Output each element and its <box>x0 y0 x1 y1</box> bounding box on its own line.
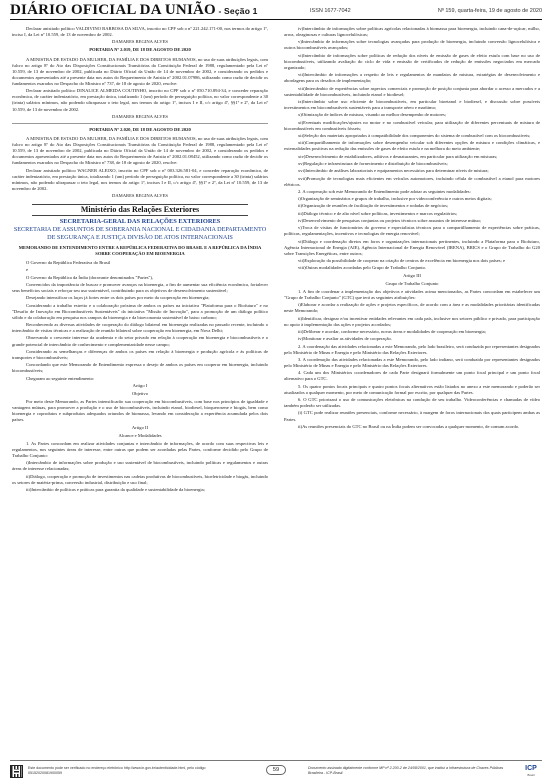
paragraph: 2. A coordenação das atividades relacionadas a este Memorando, pelo lado brasileiro, será conduzida por representantes designados pelo Ministério de Minas e Energia e pelo Ministério das Relações Exteriores. <box>284 343 540 355</box>
list-item: viii)Outras modalidades acordadas pelo Grupo de Trabalho Conjunto. <box>298 265 427 271</box>
list-item: vi)Intercâmbio de informações sobre políticas de redução dos níveis de emissão de gases de efeito estufa com base no uso de biocombustíveis, utilizando avaliação do ciclo de vida e emissão de certificados de redução de emissões negociados em mercado organizado; <box>284 52 540 70</box>
paragraph: A MINISTRA DE ESTADO DA MULHER, DA FAMÍLIA E DOS DIREITOS HUMANOS, no uso de suas atribuições legais, com fulcro no artigo 8º do Ato das Disposições Constitucionais Transitórias da Constituição Federal de 1988, regulamentado pela Lei nº 10.559, de 13 de novembro de 2002, publicada no Diário Oficial da União de 14 de novembro de 2002, e considerando os pedidos e documentos apresentados até a presente data nos autos do Requerimento de Anistia nº 2002.01.07986, utilizando como razão de decidir os fundamentos exarados no Despacho do Ministro nº 737, de 18 de agosto de 2020, resolve: <box>12 56 268 86</box>
list-item: i)Elaborar e acordar a realização de ações e projetos específicos, de acordo com a área e as modalidades prioritárias identificadas neste Memorando; <box>284 302 540 314</box>
paragraph: Declarar anistiado político VALDIVINO BARBOSA DA SILVA, inscrito no CPF sob o nº 221.242.171-00, nos termos do artigo 1º, inciso I, da Lei nº 10.559, de 13 de novembro de 2002. <box>12 26 268 38</box>
section-label: - Seção 1 <box>215 6 258 16</box>
ministry-heading <box>12 204 268 216</box>
icp-brasil-logo <box>520 764 542 778</box>
paragraph: Considerando a trabalho estreito e a colaboração próxima de ambos os países na iniciativa "Plataforma para o Biofuturo" e no "Desafio de Inovação em Biocombustíveis Sustentáveis" da iniciativa "Missão de Inovação", para a promoção de um diálogo político sólido e da colaboração em pesquisa nos campos da bioenergia e da bioeconomia sustentável de baixo carbono; <box>12 302 268 320</box>
paragraph: ii)As reuniões presenciais do GTC no Brasil ou na Índia podem ser convocadas a qualquer momento, de comum acordo. <box>298 423 520 429</box>
page-number: 59 <box>266 765 286 775</box>
list-item: iv)Intercâmbio de informações sobre políticas agrícolas relacionadas à biomassa para bioenergia, incluindo cana-de-açúcar, milho, arroz, oleaginosas e culturas lignocelulósicas; <box>284 26 540 38</box>
list-item: xi)Eventuais modificações/ajustes no motor e no combustível veicular, para utilização de diferentes percentuais de mistura de biocombustíveis em combustíveis fósseis; <box>284 119 540 131</box>
list-item: xiii)Compartilhamento de informações sobre desempenho veicular sob diferentes opções de mistura e condições climáticas, e externalidades positivas na redução das emissões de gases de efeito estufa e na melhora do meio ambiente; <box>284 140 540 152</box>
logo-text: ICP <box>525 765 537 772</box>
list-item: ii)Identificar, designar e/ou incentivar entidades relevantes em cada país, inclusive nos setores público e privado, para participação no apoio à implementação das ações e projetos acordados; <box>284 315 540 327</box>
portaria-title: PORTARIA Nº 2.019, DE 18 DE AGOSTO DE 2020 <box>89 47 191 53</box>
mou-title: MEMORANDO DE ENTENDIMENTO ENTRE A REPÚBLICA FEDERATIVA DO BRASIL E A REPÚBLICA DA ÍNDIA SOBRE COOPERAÇÃO EM BIOENERGIA <box>18 244 262 256</box>
left-column <box>12 26 268 494</box>
signature-notice: Documento assinado digitalmente conforme MP nº 2.200-2 de 24/08/2001, que institui a Infraestrutura de Chaves Públicas Brasileira - ICP-Brasil. <box>308 766 504 775</box>
list-item: i)Organização de seminários e grupos de trabalho, inclusive por videoconferência e outros meios digitais; <box>298 196 492 202</box>
ministry-name: Ministério das Relações Exteriores <box>80 205 200 215</box>
paragraph: 3. A coordenação das atividades relacionadas a este Memorando, pelo lado indiano, será conduzida por representantes designados pelo Ministério de Minas e Energia e pelo Ministério das Relações Exteriores. <box>284 356 540 369</box>
list-item: ii)Diálogo, cooperação e promoção de investimentos nas cadeias produtivas de biocombustíveis, bioeletricidade e biogás, incluindo os setores de matéria-prima, conversão industrial, distribuição e uso final; <box>12 473 268 485</box>
paragraph: Chegaram ao seguinte entendimento: <box>26 375 95 381</box>
list-item: v)Intercâmbio de informações sobre tecnologias avançadas para produção de bioenergia, incluindo conversão lignocelulósica e outros biocombustíveis avançados; <box>284 39 540 51</box>
paragraph: Observando o crescente interesse da academia e do setor privado em relação à cooperação em bioenergia e biocombustíveis e o grande potencial de intercâmbio de conhecimento e complementaridade nesse campo; <box>12 335 268 347</box>
signature: DAMARES REGINA ALVES <box>112 113 168 119</box>
list-item: vii)Intercâmbio de informações a respeito de leis e regulamentos de mandatos de mistura, estratégias de desenvolvimento e abordagens para os desafios de implementação; <box>284 72 540 84</box>
edition-label: Nº 159, quarta-feira, 19 de agosto de 2020 <box>437 8 542 14</box>
list-item: ix)Intercâmbio sobre uso eficiente de biocombustíveis, em particular bioetanol e biodiesel, e discussão sobre possíveis investimentos em biocombustíveis sustentáveis para a transporte aéreo e marítimo; <box>284 98 540 111</box>
newspaper-title: DIÁRIO OFICIAL DA UNIÃO - Seção 1 <box>10 2 258 18</box>
paragraph: e <box>26 267 29 273</box>
paragraph: 4. Cada um dos Ministérios coordenadores de cada Parte designará formalmente um ponto focal principal e um ponto focal alternativo para o GTC. <box>284 370 540 382</box>
signature: DAMARES REGINA ALVES <box>112 193 168 199</box>
paragraph: A MINISTRA DE ESTADO DA MULHER, DA FAMÍLIA E DOS DIREITOS HUMANOS, no uso de suas atribuições legais, com fulcro no artigo 8º do Ato das Disposições Constitucionais Transitórias da Constituição Federal de 1988, regulamentado pela Lei nº 10.559, de 13 de novembro de 2002, publicada no Diário Oficial da União de 14 de novembro de 2002, e considerando os pedidos e documentos apresentados até a presente data nos autos do Requerimento de Anistia nº 2002.01.08452, utilizando como razão de decidir os fundamentos exarados no Despacho do Ministro nº 738, de 18 de agosto de 2020, resolve: <box>12 135 268 166</box>
article-number: Artigo III <box>403 272 421 278</box>
masthead <box>0 0 552 22</box>
secretariat-department: SECRETARIA DE ASSUNTOS DE SOBERANIA NACIONAL E CIDADANIA DEPARTAMENTO DE SEGURANÇA E JUSTIÇA DIVISÃO DE ATOS INTERNACIONAIS <box>13 226 267 241</box>
page-footer <box>10 760 542 780</box>
list-item: x)Otimização de índices de mistura, visando ao melhor desempenho de motores; <box>298 112 447 118</box>
list-item: vi)Diálogo e coordenação diretos em foros e organizações internacionais pertinentes, incluindo a Plataforma para o Biofuturo, Agência Internacional de Energia (AIE), Agência Internacional de Energia Renovável (IRENA), BRICS e o Grupo de Trabalho do G20 sobre Transições Energéticas, entre outros; <box>284 238 540 256</box>
list-item: iv)Monitorar e avaliar as atividades de cooperação. <box>298 336 393 342</box>
paragraph: Desejando intensificar os laços já fortes entre os dois países por meio da cooperação em bioenergia; <box>26 295 210 301</box>
paragraph: O Governo da República da Índia (doravante denominados "Partes"), <box>26 274 154 280</box>
secretariat-heading <box>12 219 268 241</box>
list-item: iii)Intercâmbio de políticas e práticas para garantia da qualidade e sustentabilidade da bioenergia; <box>26 486 205 492</box>
paragraph: Declarar anistiado político DINALICE ALMEIDA COUTINHO, inscrito no CPF sob o nº 050.710.894-34, e conceder reparação econômica, de caráter indenizatório, em prestação única, totalizando 1 (um) período de perseguição política, no valor correspondente a 30 (trinta) salários mínimos, não podendo ultrapassar o teto legal, nos termos do artigo 1º, incisos I e II, c/c artigo 4º, §§1º e 2º, da Lei nº 10.559, de 13 de novembro de 2002. <box>12 88 268 112</box>
portaria-title: PORTARIA Nº 2.020, DE 18 DE AGOSTO DE 2020 <box>89 126 191 132</box>
paragraph: Concordando que este Memorando de Entendimento expressa o desejo de ambos os países em cooperar em bioenergia, incluindo biocombustíveis; <box>12 362 268 374</box>
issn-label: ISSN 1677-7042 <box>310 8 351 14</box>
list-item: xvi)Intercâmbio de análises laboratoriais e equipamentos necessários para determinar níveis de mistura; <box>298 168 489 174</box>
article-title: Objetivo <box>131 390 149 396</box>
paragraph: 6. O GTC priorizará o uso de comunicações eletrônicas na condução de seu trabalho. Videoconferências e chamadas de vídeo também poderão ser utilizadas. <box>284 397 540 409</box>
list-item: xii)Seleção dos materiais apropriados à compatibilidade dos componentes do sistema de combustível com os biocombustíveis; <box>298 133 531 138</box>
list-item: xiv)Desenvolvimento de estabilizadores, aditivos e desnaturantes, em particular para utilização em misturas; <box>298 153 498 159</box>
header-rule <box>10 19 542 20</box>
verification-text: Este documento pode ser verificado no endereço eletrônico http://www.in.gov.br/autenticidade.html, pelo código 05152020081900059 <box>28 766 206 775</box>
list-item: i)Intercâmbio de informações sobre produção e uso sustentável de biocombustíveis, incluindo políticas e regulamentos e outras áreas de interesse relacionadas; <box>12 460 268 472</box>
list-item: xvii)Promoção de tecnologias mais eficientes em veículos automotores, incluindo célula de combustível a etanol para motores elétricos. <box>284 175 540 187</box>
list-item: iv)Desenvolvimento de pesquisas conjuntas ou projetos técnicos sobre assuntos de interesse mútuo; <box>298 218 482 223</box>
paragraph: 1. As Partes concordam em realizar atividades conjuntas e intercâmbio de informações, de acordo com suas respectivas leis e regulamentos, nos seguintes áreas de interesse, entre outras que podem ser acordadas pelas Partes, conforme decidido pelo Grupo de Trabalho Conjunto: <box>12 440 268 458</box>
list-item: iii)Diálogo técnico e de alto nível sobre políticas, investimentos e marcos regulatórios; <box>298 210 458 216</box>
list-item: ii)Organização de reuniões de facilitação de investimentos e rodadas de negócios; <box>298 203 449 209</box>
paragraph: 2. A cooperação sob este Memorando de Entendimento pode adotar as seguintes modalidades: <box>298 188 471 194</box>
paragraph: O Governo da República Federativa do Brasil <box>26 260 111 266</box>
paragraph: Convencidos da importância de buscar e promover avanços na bioenergia, a fim de aumentar sua eficiência econômica, fortalecer seus benefícios sociais e reforçar seu uso sustentável, contribuindo para os objetivos de desenvolvimento sustentável; <box>12 281 268 293</box>
paragraph: 1. A fim de coordenar a implementação dos objetivos e atividades acima mencionados, as Partes concordam em estabelecer um "Grupo de Trabalho Conjunto" (GTC) que terá as seguintes atribuições: <box>284 288 540 300</box>
article-title: Grupo de Trabalho Conjunto <box>385 280 439 286</box>
paragraph: 5. Os quatro pontos focais principais e quatro pontos focais alternativos estão listados no anexo a este memorando e poderão ser atualizados a qualquer momento, por meio de comunicação formal por escrito, por qualquer das Partes. <box>284 383 540 395</box>
list-item: viii)Intercâmbio de experiências sobre aspectos comerciais e promoção de posição conjunta para abordar o acesso a mercados e a sustentabilidade de biocombustíveis, incluindo etanol e biodiesel; <box>284 85 540 97</box>
right-column <box>284 26 540 431</box>
divider <box>32 215 248 216</box>
list-item: vii)Exploração da possibilidade de cooperar na criação de centros de excelência em bioenergia nos dois países; e <box>298 258 506 264</box>
article-number: Artigo I <box>132 382 148 388</box>
paragraph: Considerando as semelhanças e diferenças de ambos os países em relação à bioenergia e produção agrícola e às políticas de transportes e biocombustíveis; <box>12 348 268 360</box>
list-item: iii)Deliberar e acordar, conforme necessário, novas áreas e modalidades de cooperação em bioenergia; <box>298 329 486 334</box>
list-item: xv)Regulação e infraestrutura de fornecimento e distribuição de biocombustíveis; <box>298 160 448 166</box>
article-number: Artigo II <box>131 424 149 430</box>
paragraph: Reconhecendo as diversas atividades de cooperação do diálogo bilateral em bioenergia realizadas no passado recente, incluindo o intercâmbio de visitas técnicas e a realização de reunião bilateral sobre cooperação em bioenergia, em Nova Delhi; <box>12 322 268 334</box>
signature: DAMARES REGINA ALVES <box>112 39 168 45</box>
list-item: v)Troca de visitas de funcionários do governo e especialistas técnicos para o compartilhamento de experiências sobre práticas, políticas, regulamentações, incentivos e tecnologias de energia renovável; <box>284 225 540 237</box>
qr-code-icon <box>10 765 23 778</box>
paragraph: Declarar anistiado político WAGNER ALEIXO, inscrito no CPF sob o nº 003.326.581-04, e conceder reparação econômica, de caráter indenizatório, em prestação única, totalizando 1 (um) período de perseguição política, no valor correspondente a 30 (trinta) salários mínimos, não podendo ultrapassar o teto legal, nos termos do artigo 1º, incisos I e II, c/c artigo 4º, §§1º e 2º, da Lei nº 10.559, de 13 de novembro de 2002. <box>12 167 268 191</box>
paragraph: (i) GTC pode realizar reuniões presenciais, conforme necessário, à margem de foros internacionais dos quais participem ambas as Partes. <box>284 410 540 422</box>
divider <box>12 123 268 124</box>
secretariat-general: SECRETARIA-GERAL DAS RELAÇÕES EXTERIORES <box>59 218 221 226</box>
logo-subtext: Brasil <box>527 773 535 777</box>
article-title: Alcance e Modalidades <box>118 432 162 438</box>
paragraph: Por meio deste Memorando, as Partes intensificarão sua cooperação em biocombustíveis, com base nos princípios de igualdade e vantagens mútuas, para promover a produção e o uso de biocombustíveis, incluindo etanol, biodiesel, bioquerosene e biogás, bem como bioenergia e coprodutos e subprodutos adequados oriundos de biomassa, levando em consideração a experiência acumulada pelos dois países. <box>12 399 268 423</box>
